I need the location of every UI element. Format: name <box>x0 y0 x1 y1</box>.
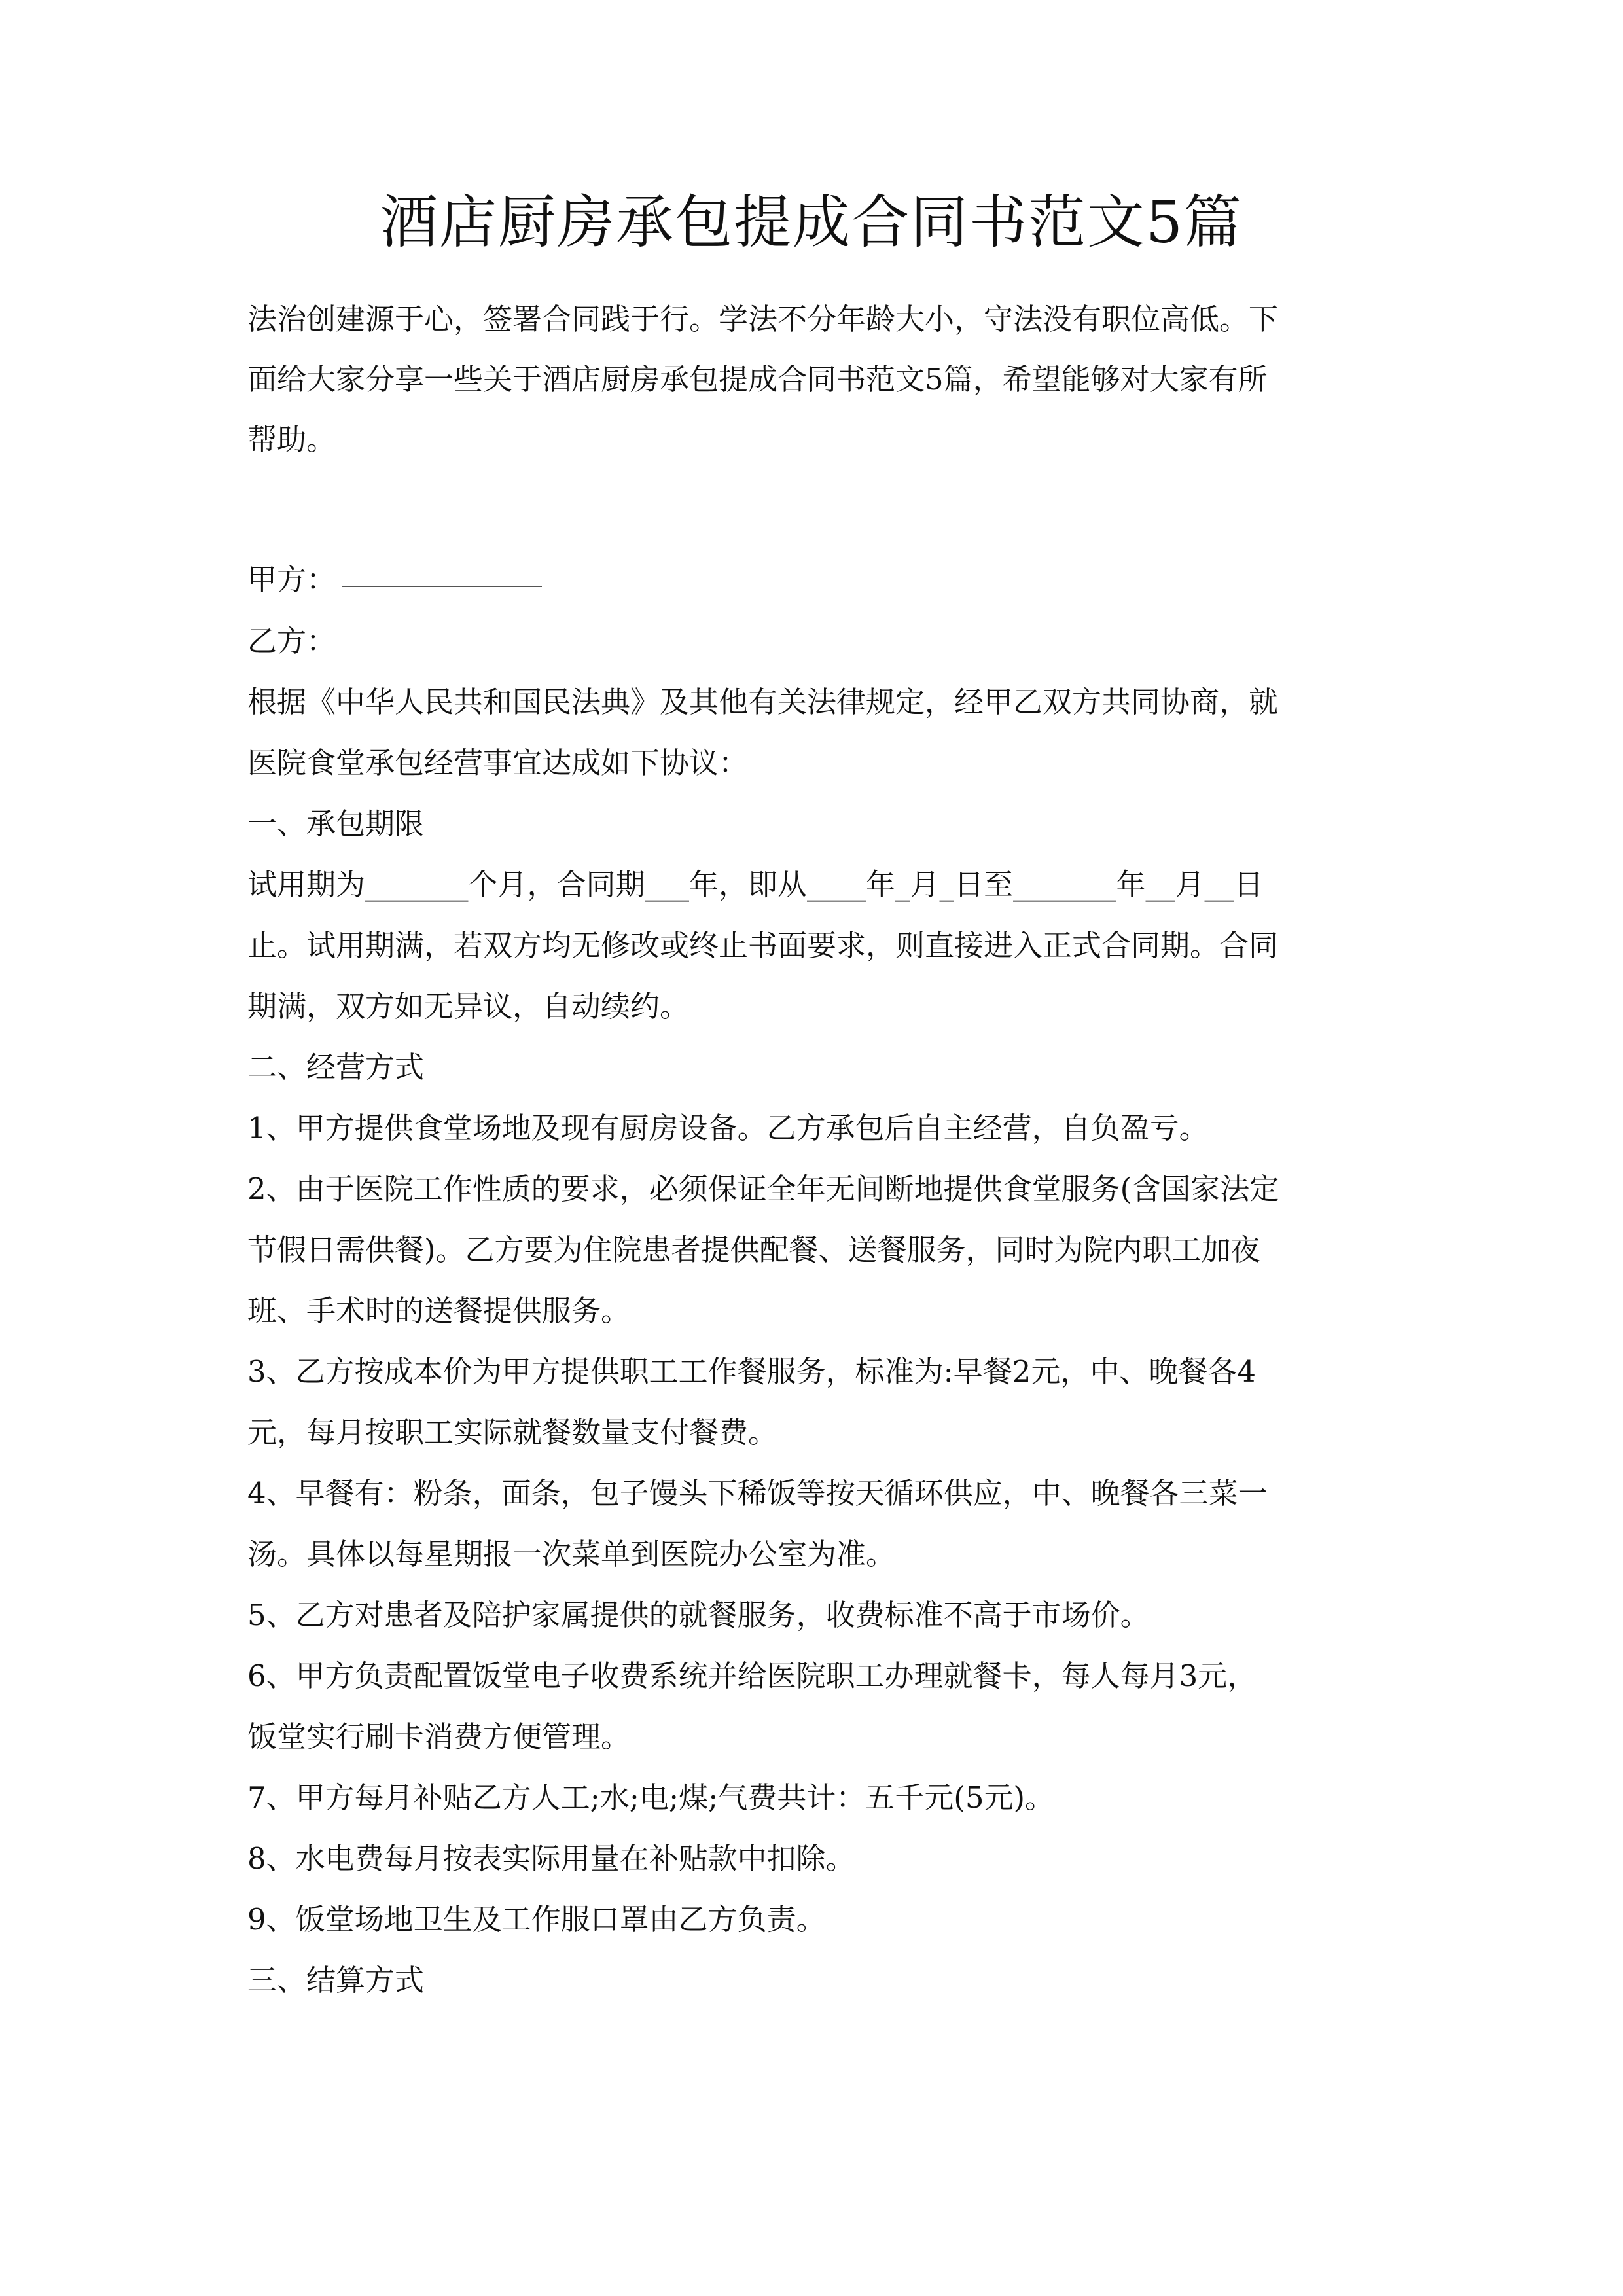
section-heading-2: 二、经营方式 <box>247 1050 425 1085</box>
clause-4-line-1: 4、早餐有：粉条，面条，包子馒头下稀饭等按天循环供应，中、晚餐各三菜一 <box>247 1476 1268 1511</box>
clause-7: 7、甲方每月补贴乙方人工;水;电;煤;气费共计：五千元(5元)。 <box>247 1780 1055 1815</box>
clause-4-line-2: 汤。具体以每星期报一次菜单到医院办公室为准。 <box>247 1537 896 1571</box>
party-a-blank <box>342 586 542 587</box>
document-title: 酒店厨房承包提成合同书范文5篇 <box>380 188 1243 256</box>
clause-3-line-2: 元，每月按职工实际就餐数量支付餐费。 <box>247 1415 778 1450</box>
intro-line-3: 帮助。 <box>247 422 336 457</box>
clause-2-line-3: 班、手术时的送餐提供服务。 <box>247 1293 631 1328</box>
clause-3-line-1: 3、乙方按成本价为甲方提供职工工作餐服务，标准为:早餐2元，中、晚餐各4 <box>247 1354 1257 1389</box>
term-line-1: 试用期为_______个月，合同期___年，即从____年_月_日至_______年__月__日 <box>247 867 1264 902</box>
preamble-line-1: 根据《中华人民共和国民法典》及其他有关法律规定，经甲乙双方共同协商，就 <box>247 685 1279 719</box>
party-a-label: 甲方： <box>247 562 336 597</box>
clause-8: 8、水电费每月按表实际用量在补贴款中扣除。 <box>247 1841 855 1876</box>
party-a-line <box>247 560 1386 600</box>
clause-2-line-1: 2、由于医院工作性质的要求，必须保证全年无间断地提供食堂服务(含国家法定 <box>247 1172 1279 1206</box>
clause-6-line-1: 6、甲方负责配置饭堂电子收费系统并给医院职工办理就餐卡，每人每月3元， <box>247 1659 1257 1693</box>
intro-line-1: 法治创建源于心，签署合同践于行。学法不分年龄大小，守法没有职位高低。下 <box>247 302 1279 336</box>
clause-9: 9、饭堂场地卫生及工作服口罩由乙方负责。 <box>247 1902 826 1937</box>
clause-1: 1、甲方提供食堂场地及现有厨房设备。乙方承包后自主经营，自负盈亏。 <box>247 1111 1209 1145</box>
preamble-line-2: 医院食堂承包经营事宜达成如下协议： <box>247 745 749 780</box>
term-line-3: 期满，双方如无异议，自动续约。 <box>247 989 690 1024</box>
section-heading-1: 一、承包期限 <box>247 806 425 841</box>
clause-6-line-2: 饭堂实行刷卡消费方便管理。 <box>247 1719 631 1754</box>
clause-5: 5、乙方对患者及陪护家属提供的就餐服务，收费标准不高于市场价。 <box>247 1598 1150 1632</box>
intro-line-2: 面给大家分享一些关于酒店厨房承包提成合同书范文5篇，希望能够对大家有所 <box>247 362 1268 397</box>
term-line-2: 止。试用期满，若双方均无修改或终止书面要求，则直接进入正式合同期。合同 <box>247 928 1279 963</box>
party-b-line: 乙方： <box>247 624 336 658</box>
section-heading-3: 三、结算方式 <box>247 1963 425 1998</box>
clause-2-line-2: 节假日需供餐)。乙方要为住院患者提供配餐、送餐服务，同时为院内职工加夜 <box>247 1232 1260 1267</box>
